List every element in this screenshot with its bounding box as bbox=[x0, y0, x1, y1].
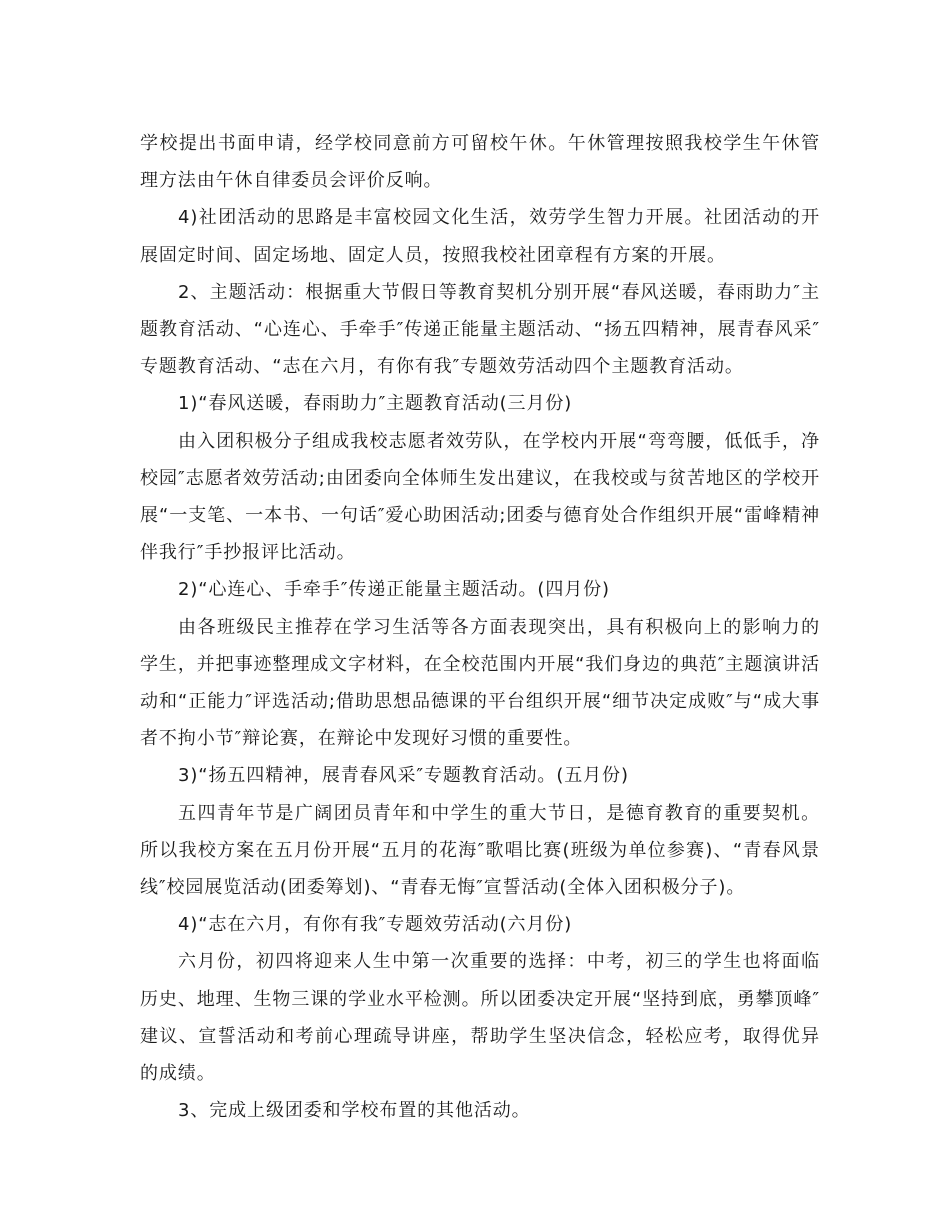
paragraph-club-activities: 4)社团活动的思路是丰富校园文化生活，效劳学生智力开展。社团活动的开展固定时间、固定场地、固定人员，按照我校社团章程有方案的开展。 bbox=[140, 207, 820, 266]
paragraph-spring-activity: 由入团积极分子组成我校志愿者效劳队，在学校内开展“弯弯腰，低低手，净校园″志愿者效劳活动;由团委向全体师生发出建议，在我校或与贫苦地区的学校开展“一支笔、一本书、一句话″爱心助困活动;团委与德育处合作组织开展“雷峰精神伴我行″手抄报评比活动。 bbox=[140, 430, 820, 564]
paragraph-lunch-break-continued: 学校提出书面申请，经学校同意前方可留校午休。午休管理按照我校学生午休管理方法由午休自律委员会评价反响。 bbox=[140, 133, 820, 192]
heading-spring-activity: 1)“春风送暖，春雨助力″主题教育活动(三月份) bbox=[178, 393, 573, 415]
document-page bbox=[140, 125, 820, 1129]
paragraph-june-activity: 六月份，初四将迎来人生中第一次重要的选择：中考，初三的学生也将面临历史、地理、生物三课的学业水平检测。所以团委决定开展“坚持到底，勇攀顶峰″建议、宣誓活动和考前心理疏导讲座，帮助学生坚决信念，轻松应考，取得优异的成绩。 bbox=[140, 951, 820, 1085]
paragraph-heart-to-heart-activity: 由各班级民主推荐在学习生活等各方面表现突出，具有积极向上的影响力的学生，并把事迹整理成文字材料，在全校范围内开展“我们身边的典范″主题演讲活动和“正能力″评选活动;借助思想品德课的平台组织开展“细节决定成败″与“成大事者不拘小节″辩论赛，在辩论中发现好习惯的重要性。 bbox=[140, 616, 820, 750]
paragraph-may-fourth-activity: 五四青年节是广阔团员青年和中学生的重大节日，是德育教育的重要契机。所以我校方案在五月份开展“五月的花海″歌唱比赛(班级为单位参赛)、“青春风景线″校园展览活动(团委筹划)、“青春无悔″宣誓活动(全体入团积极分子)。 bbox=[140, 802, 820, 899]
paragraph-other-activities: 3、完成上级团委和学校布置的其他活动。 bbox=[178, 1100, 531, 1122]
heading-may-fourth-activity: 3)“扬五四精神，展青春风采″专题教育活动。(五月份) bbox=[178, 765, 629, 787]
paragraph-theme-activities: 2、主题活动：根据重大节假日等教育契机分别开展“春风送暖，春雨助力″主题教育活动、“心连心、手牵手″传递正能量主题活动、“扬五四精神，展青春风采″专题教育活动、“志在六月，有你有我″专题效劳活动四个主题教育活动。 bbox=[140, 281, 820, 378]
heading-heart-to-heart-activity: 2)“心连心、手牵手″传递正能量主题活动。(四月份) bbox=[178, 579, 610, 601]
heading-june-activity: 4)“志在六月，有你有我″专题效劳活动(六月份) bbox=[178, 914, 573, 936]
